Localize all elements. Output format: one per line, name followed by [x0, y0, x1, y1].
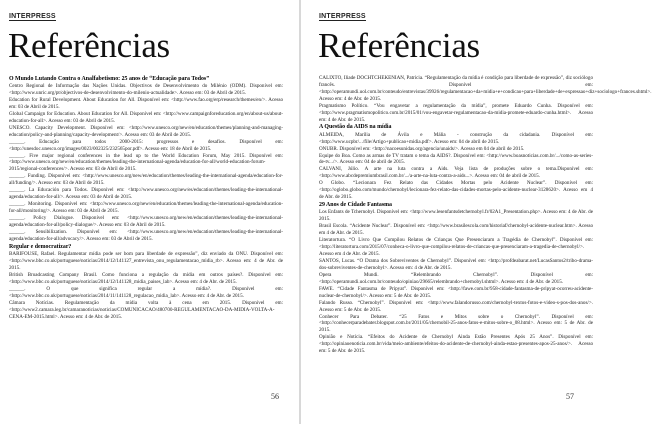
reference-entry: ______. Five major regional conferences in the lead up to the World Education Forum, May 2015. Disponível em: <http://www.unesco.org/new/en/education/themes/leading-the-international-agenda/education-for-all/world-education-forum-2015/regional-conferences/>. Acesso em: 03 de Abril de 2015. — [9, 152, 283, 173]
reference-entry: ALMEIDA, Marília de Ávila e Mália - construção da cidadania. Disponível em: <http://www.ucpbr/.../file/Artigo+publicao+midia.pdf>. Acesso em: 04 de abril de 2015. — [319, 131, 593, 145]
reference-entry: Global Campaign for Education. About Education for All. Disponível em: <http://www.campaignforeducation.org/en/about-us/about-education-for-all>. Acesso em: 03 de Abril de 2015. — [9, 110, 283, 124]
reference-entry: UNESCO. Capacity Development. Disponível em: <http://www.unesco.org/new/en/education/themes/planning-and-managing-education/policy-and-planning/capacity-development/>. Acesso em: 03 de Abril de 2015. — [9, 124, 283, 138]
reference-entry: Equipe do Boa. Como as armas de TV tratam o tema da AIDS?. Disponível em: <http://www.boasnoticias.com.br/.../como-as-series-de-tv.../>. Acesso em: 04 de abril de 2015. — [319, 152, 593, 166]
reference-entry: FAWE. “Cidade Fantasma de Pripyat”. Disponível em: <http://fawe.com.br/958-cidade-fantasma-de-pripyat-ocorreu-acidente-nuclear-de-chernobyl/>. Acesso em: 5 de Abr. de 2015. — [319, 285, 593, 299]
reference-entry: BARIFOUSE, Rafael. Regulamentar mídia pode ser bom para liberdade de expressão”, diz enviado da ONU. Disponível em: <http://www.bbc.co.uk/portuguese/noticias/2014/12/141127_entrevista_onu_regulamentacao_midia_rb>. Acesso em: 4 de Abr. de 2015. — [9, 250, 283, 271]
reference-entry: Centro Regional de Informação das Nações Unidas. Objectivos de Desenvolvimento do Milénio (ODM). Disponível em: <http://www.unric.org/pt/objectivos-de-desenvolvimento-do-milenio-actualidade>. Acesso em: 03 de Abril de 2015. — [9, 83, 283, 96]
references-list — [9, 75, 283, 320]
reference-entry: CALIXTO, Iliade DOCHTCHEKENIAN, Patricia. “Regulamentação da mídia é condição para liberdade de expressão”, diz sociólogo francês. Disponível em: <http://operamundi.uol.com.br/conteudo/entrevistas/39926/regulamentacao+da+midia+e+condicao+para+liberdade+de+expressao+diz+sociologo+frances.shtml>. Acesso em: 4 de Abr. de 2015. — [319, 75, 652, 102]
reference-entry: Câmara Notícias. Regulamentação da mídia volta à cena em 2015. Disponível em: <http://www2.camara.leg.br/camaranoticias/noticias/COMUNICACAO/480700-REGULAMENTACAO-DA-MIDIA-VOLTA-A-CENA-EM-2015.html>. Acesso em: 4 de Abr. de 2015. — [9, 299, 283, 320]
reference-entry: ______. Monitoring. Disponível em: <http://www.unesco.org/new/en/education/themes/leading-the-international-agenda/education-for-all/monitoring/>. Acesso em: 03 de Abril de 2015. — [9, 201, 283, 215]
section-heading: A Questão da AIDS na mídia — [319, 124, 392, 131]
section-heading: O Mundo Lutando Contra o Analfabetismo: 25 anos de “Educação para Todos” — [9, 75, 210, 82]
reference-entry: ______. O que significa regular a mídia?. Disponível em: <http://www.bbc.co.uk/portuguese/noticias/2014/11/141128_regulacao_midia_lab>. Acesso em: 4 de Abr. de 2015. — [9, 285, 283, 299]
page-number: 57 — [566, 392, 574, 401]
reference-entry: ______. Sensibilization. Disponível em: <http://www.unesco.org/new/en/education/themes/leading-the-international-agenda/education-for-all/advocacy/>. Acesso em: 03 de Abril de 2015. — [9, 229, 283, 242]
reference-entry: Falando Russo. “Chernobyl”. Disponível em: <http://www.falandorusso.com/chernobyl-textos-fotos-e-video-s-pos-dos-anos/>. Acesso em: 5 de Abr. de 2015. — [319, 299, 593, 313]
page-title: Referências — [318, 26, 480, 65]
page-number: 56 — [271, 392, 279, 401]
reference-entry: Opinião e Notícia. “Efeitos do Acidente de Chernobyl Ainda Estão Presentes Após 25 Anos”. Disponível em: <http://opiniaoenoticia.com.br/vida/meio-ambiente/efeitos-do-acidente-de-chernobyl-ainda-estao-presentes-apos-25-anos/>. Acesso em: 5 de Abr. de 2015. — [319, 334, 593, 355]
reference-entry: ______. Funding. Disponível em: <http://www.unesco.org/new/en/education/themes/leading-the-international-agenda/education-for-all/funding/>. Acesso em: 03 de Abril de 2015. — [9, 173, 283, 187]
reference-entry: Conhecer Para Debater. “25 Fatos e Mitos sobre o Chernobyl”. Disponível em: <http://conhecerparadebater.blogspot.com.br/2011/05/chernobil-25-anos-fatos-e-mitos-sobre-o_08.html>. Acesso em: 5 de Abr. de 2015. — [319, 313, 593, 334]
reference-entry: O Globo. “Lecionara Fez Relato das Cidades Mortas pelo Acidente Nuclear”. Disponível em: <http://oglobo.globo.com/mundo/chernobyl/lecionara-fez-relato-das-cidades-mortas-pelo-acidente-nuclear-3128620>. Acesso em 4 de Abr. de 2015. — [319, 180, 593, 201]
reference-entry: ______. La Educación para Todos. Disponível em: <http://www.unesco.org/new/es/education/themes/leading-the-international-agenda/education-for-all/>. Acesso em: 03 de Abril de 2015. — [9, 187, 283, 201]
reference-entry: CALVANI, Júlio. A arte na luta contra a Aids. Veja lista de produções sobre o tema.Disponível em: <http://www.abcdepremiumbrasil.com.br/.../a-arte-na-luta-contra-a-aids...>. Acesso em: 04 de abril de 2015. — [319, 166, 593, 180]
brand-logo: INTERPRESS — [9, 13, 56, 20]
section-heading: 29 Anos de Cidade Fantasma — [319, 201, 392, 208]
reference-entry: ONUBR. Disponível em: <http://nacoesunidas.org/agencia/unaids/>. Acesso em 04 de abril de 2015. — [319, 145, 525, 152]
page-57 — [300, 0, 652, 424]
reference-entry: Literatortura. “O Livro Que Compilou Relatos de Crianças Que Presenciaram a Tragédia de Chernobyl”. Disponível em: <http://literatortura.com/2015/07/conheca-o-livro-que-compilou-relatos-de-criancas-que-presenciaram-a-tragedia-de-chernobyl/>. Acesso em 4 de Abr. de 2015. — [319, 237, 593, 257]
section-heading: Regular e democratizar? — [9, 243, 72, 250]
reference-entry: SANTOS, Lucas. “O Drama dos Sobreviventes de Chernobyl”. Disponível em: <http://profdeabarat.net/LucasSantos2/tribo-drama-dos-sobreviventes-de-chernobyl>. Acesso em: 4 de Abr. de 2015. — [319, 257, 593, 271]
reference-entry: British Broadcasting Company Brasil. Como funciona a regulação da mídia em outros países?. Disponível em: <http://www.bbc.co.uk/portuguese/noticias/2014/12/141128_midia_paises_lab>. Acesso em: 4 de Abr. de 2015. — [9, 271, 283, 285]
reference-entry: ______. Educação para todos 2000-2015: progressos e desafios. Disponível em: <http://unesdoc.unesco.org/images/0023/002325/232565por.pdf>. Acesso em: 18 de Abril de 2015. — [9, 138, 283, 152]
reference-entry: Brasil Escola. “Acidente Nuclear”. Disponível em: <http://www.brasilescola.com/historiaf/chernobyl-acidente-nuclear.htm>. Acesso em 4 de Abr. de 2015. — [319, 223, 593, 237]
reference-entry: Pragmatismo Político. “Vou engavetar a regulamentação da mídia”, promete Eduardo Cunha. Disponível em: <http://www.pragmatismopolitico.com.br/2015/01/vou-engavetar-regulamentacao-da-midia-promete-eduardo-cunha.html>. Acesso em: 4 de Abr. de 2015. — [319, 102, 593, 123]
references-list — [319, 75, 652, 355]
reference-entry: Los Enfants de Tchernobyl. Disponível em: <http://www.lesenfantsdetchernobyl.fr/02A1_Presentation.php>. Acesso em: 4 de Abr. de 2015. — [319, 209, 593, 223]
reference-entry: Education for Rural Development. About Education for All. Disponível em: <http://www.fao.org/erp/research/themes/en/>. Acesso em: 03 de Abril de 2015. — [9, 96, 283, 110]
reference-entry: Opera Mundi. “Relembrando Chernobyl”. Disponível em: <http://operamundi.uol.com.br/conteudo/opiniao/29665/relembrando+chernobyl.shtml>. Acesso em: 4 de Abr. de 2015. — [319, 271, 593, 285]
brand-logo: INTERPRESS — [319, 13, 366, 20]
page-56 — [0, 0, 300, 424]
reference-entry: ______. Policy Dialogue. Disponível em: <http://www.unesco.org/new/en/education/themes/leading-the-international-agenda/education-for-all/policy-dialogue/>. Acesso em: 03 de Abril de 2015. — [9, 215, 283, 229]
page-title: Referências — [8, 26, 170, 65]
